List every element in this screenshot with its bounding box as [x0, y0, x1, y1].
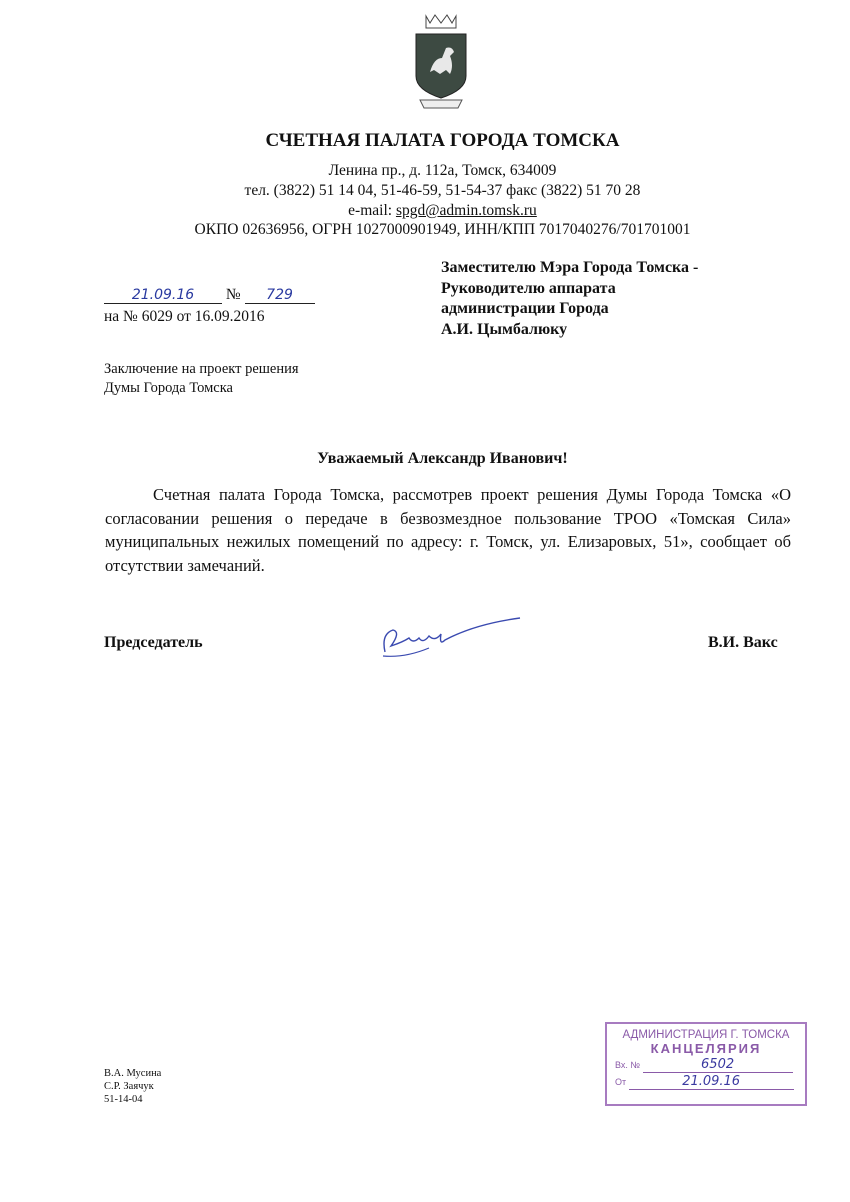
executor-name: С.Р. Заячук: [104, 1081, 154, 1092]
recipient-line: администрации Города: [441, 300, 609, 317]
organization-name: СЧЕТНАЯ ПАЛАТА ГОРОДА ТОМСКА: [265, 130, 620, 151]
stamp-in-number: 6502: [643, 1057, 793, 1073]
organization-phones: тел. (3822) 51 14 04, 51-46-59, 51-54-37 факс (3822) 51 70 28: [244, 182, 641, 199]
greeting: Уважаемый Александр Иванович!: [317, 450, 568, 467]
outgoing-number: 729: [245, 287, 315, 304]
recipient-line: Заместителю Мэра Города Томска -: [441, 259, 699, 276]
email-label: e-mail:: [348, 202, 396, 219]
recipient-block: [441, 258, 698, 340]
stamp-line1: АДМИНИСТРАЦИЯ Г. ТОМСКА: [622, 1029, 790, 1041]
outgoing-date: 21.09.16: [104, 287, 222, 304]
stamp-line2: КАНЦЕЛЯРИЯ: [650, 1041, 762, 1056]
organization-address: Ленина пр., д. 112а, Томск, 634009: [328, 162, 557, 179]
subject: [104, 360, 299, 398]
signatory-name: В.И. Вакс: [708, 634, 778, 651]
organization-email: [0, 202, 850, 220]
executor-name: В.А. Мусина: [104, 1068, 162, 1079]
stamp-from-label: От: [615, 1077, 627, 1087]
city-coat-of-arms: [410, 14, 472, 117]
email-link[interactable]: spgd@admin.tomsk.ru: [395, 202, 537, 219]
executors: [104, 1067, 161, 1106]
subject-line: Думы Города Томска: [104, 380, 233, 396]
registration-stamp: [605, 1022, 807, 1106]
subject-line: Заключение на проект решения: [104, 361, 299, 377]
reference-line: на № 6029 от 16.09.2016: [104, 308, 265, 325]
outgoing-registration: [104, 286, 315, 304]
handwritten-signature: [375, 612, 525, 667]
signatory-role: Председатель: [104, 634, 203, 651]
organization-codes: ОКПО 02636956, ОГРН 1027000901949, ИНН/КПП 7017040276/701701001: [194, 221, 691, 238]
letter-body: Счетная палата Города Томска, рассмотрев проект решения Думы Города Томска «О согласовании решения о передаче в безвозмездное пользование ТРОО «Томская Сила» муниципальных нежилых помещений по адресу: г. Томск, ул. Елизаровых, 51», сообщает об отсутствии замечаний.: [105, 485, 791, 575]
stamp-from-date: 21.09.16: [629, 1074, 794, 1090]
stamp-in-label: Вх. №: [615, 1060, 641, 1070]
recipient-line: Руководителю аппарата: [441, 279, 616, 297]
recipient-line: А.И. Цымбалюку: [441, 320, 568, 338]
number-label: №: [225, 286, 241, 303]
executor-phone: 51-14-04: [104, 1094, 143, 1105]
